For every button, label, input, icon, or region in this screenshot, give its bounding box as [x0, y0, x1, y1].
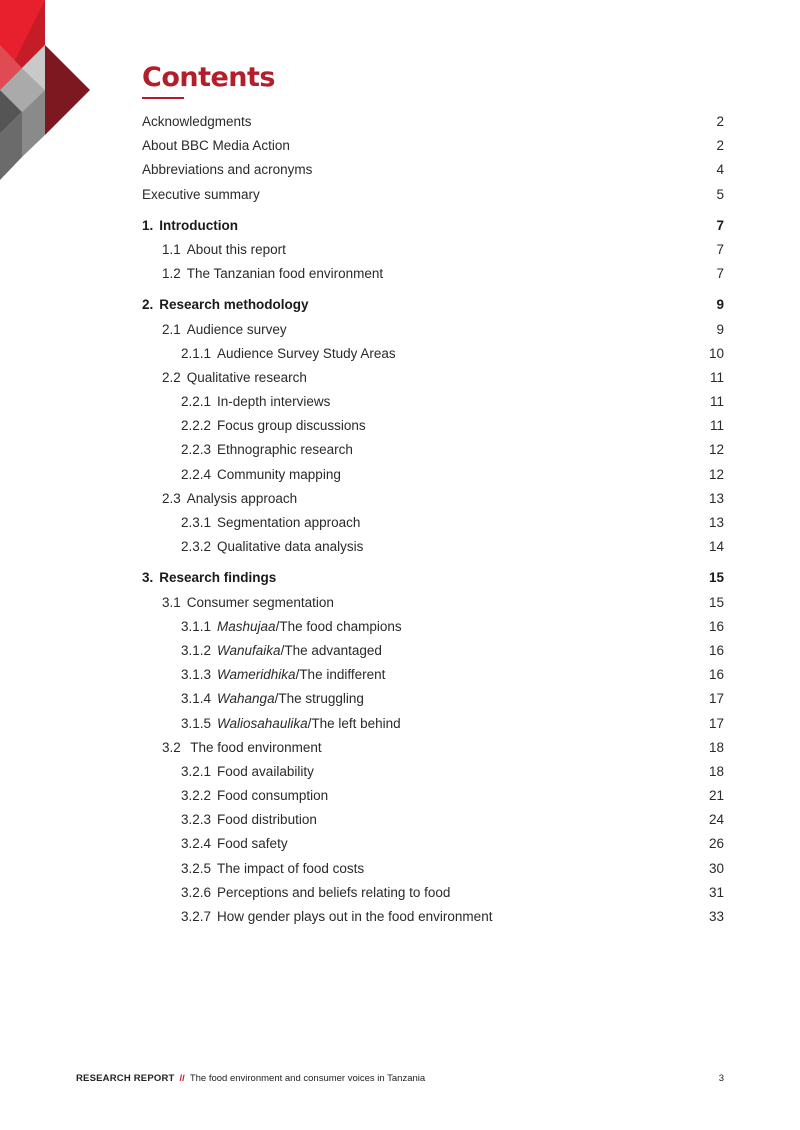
- toc-entry-page: 7: [716, 217, 724, 233]
- toc-entry-page: 4: [716, 162, 724, 178]
- toc-entry-text: The food environment: [186, 739, 322, 755]
- toc-entry[interactable]: [142, 716, 724, 740]
- toc-entry[interactable]: [142, 788, 724, 812]
- toc-entry[interactable]: [142, 836, 724, 860]
- toc-entry-title: [142, 162, 312, 177]
- toc-entry[interactable]: [142, 515, 724, 539]
- toc-entry-number: 3.2.6: [181, 884, 212, 900]
- toc-entry-number: 2.3.2: [181, 539, 212, 555]
- toc-entry-title: [181, 836, 288, 851]
- toc-entry[interactable]: [142, 619, 724, 643]
- toc-entry[interactable]: [142, 812, 724, 836]
- toc-entry-number: 3.1.2: [181, 642, 212, 658]
- toc-entry-page: 15: [708, 570, 724, 586]
- toc-entry-title: [181, 691, 364, 706]
- toc-entry-text: Consumer segmentation: [186, 594, 334, 610]
- toc-entry-text: Focus group discussions: [217, 418, 366, 434]
- toc-entry-number: 2.3.1: [181, 515, 212, 530]
- footer-report-label: RESEARCH REPORT: [76, 1073, 175, 1084]
- toc-entry-page: 26: [708, 836, 724, 852]
- toc-entry-swahili-term: Wahanga: [217, 691, 275, 707]
- toc-entry-title: [162, 322, 287, 337]
- toc-entry-title: [162, 491, 297, 506]
- toc-entry-text: Qualitative research: [186, 369, 307, 385]
- toc-entry-number: 1.2: [162, 266, 181, 282]
- toc-entry[interactable]: [142, 764, 724, 788]
- toc-entry-title: [181, 418, 366, 433]
- toc-entry-number: 2.2.4: [181, 466, 212, 482]
- toc-entry[interactable]: [142, 740, 724, 764]
- toc-entry[interactable]: [142, 861, 724, 885]
- toc-entry-page: 2: [716, 114, 724, 129]
- table-of-contents: [142, 114, 724, 933]
- toc-entry[interactable]: [142, 691, 724, 715]
- toc-entry-title: [181, 442, 353, 457]
- toc-entry-page: 15: [708, 594, 724, 610]
- toc-entry-page: 16: [708, 667, 724, 683]
- toc-entry-text: Food availability: [217, 763, 314, 779]
- toc-entry-text: About BBC Media Action: [142, 138, 290, 154]
- toc-entry-number: 3.2.3: [181, 812, 212, 828]
- toc-entry-swahili-term: Waliosahaulika: [217, 715, 308, 731]
- toc-entry-title: [181, 394, 330, 409]
- toc-entry[interactable]: [142, 595, 724, 619]
- toc-entry[interactable]: [142, 138, 724, 162]
- toc-entry-text: Audience survey: [186, 321, 287, 337]
- toc-entry-text: Food consumption: [217, 788, 329, 804]
- toc-entry-text: Food safety: [217, 836, 288, 852]
- toc-entry-page: 12: [708, 442, 724, 458]
- toc-entry[interactable]: [142, 491, 724, 515]
- toc-entry-text: Qualitative data analysis: [217, 539, 364, 555]
- toc-entry-title: [181, 909, 492, 924]
- toc-entry-page: 31: [708, 884, 724, 900]
- toc-entry-text: Acknowledgments: [142, 114, 252, 129]
- toc-entry-title: [142, 138, 290, 153]
- toc-entry[interactable]: [142, 467, 724, 491]
- toc-entry-number: 1.: [142, 217, 154, 233]
- toc-entry-page: 5: [716, 186, 724, 202]
- toc-entry-number: 2.2: [162, 369, 181, 385]
- toc-entry-number: 2.2.2: [181, 418, 212, 434]
- toc-entry-page: 7: [716, 241, 724, 257]
- toc-entry-number: 3.2.1: [181, 763, 212, 779]
- corner-decoration-graphic: [0, 0, 92, 182]
- toc-entry-title: [162, 370, 307, 385]
- toc-entry[interactable]: [142, 187, 724, 211]
- toc-entry-title: [162, 266, 383, 281]
- toc-entry-title: [181, 467, 341, 482]
- toc-entry-title: [142, 114, 252, 129]
- toc-entry-text: Food distribution: [217, 812, 317, 828]
- toc-entry-page: 30: [708, 860, 724, 876]
- toc-entry-text: /The left behind: [307, 715, 401, 731]
- toc-entry-number: 3.2.2: [181, 788, 212, 804]
- toc-entry[interactable]: [142, 442, 724, 466]
- toc-entry-page: 18: [708, 763, 724, 779]
- toc-entry-text: Perceptions and beliefs relating to food: [217, 884, 451, 900]
- toc-entry-page: 2: [716, 138, 724, 154]
- toc-entry-title: [181, 643, 382, 658]
- toc-entry-number: 2.2.3: [181, 442, 212, 458]
- toc-entry-text: /The advantaged: [280, 642, 382, 658]
- toc-entry-text: Audience Survey Study Areas: [217, 345, 396, 361]
- toc-entry-title: [181, 539, 363, 554]
- footer-report-subtitle: The food environment and consumer voices in Tanzania: [189, 1073, 426, 1084]
- toc-entry[interactable]: [142, 162, 724, 186]
- toc-entry-number: 2.1.1: [181, 345, 212, 361]
- toc-entry-text: How gender plays out in the food environment: [217, 909, 493, 924]
- toc-entry[interactable]: [142, 539, 724, 563]
- toc-entry-text: Research methodology: [159, 297, 309, 313]
- toc-entry[interactable]: [142, 218, 724, 242]
- toc-entry-text: /The struggling: [274, 691, 364, 707]
- toc-entry[interactable]: [142, 570, 724, 594]
- toc-entry[interactable]: [142, 667, 724, 691]
- toc-entry-number: 3.1: [162, 594, 181, 610]
- toc-entry-text: /The food champions: [275, 618, 402, 634]
- footer-separator: //: [179, 1073, 185, 1084]
- toc-entry-title: [181, 667, 385, 682]
- toc-entry-number: 3.1.1: [181, 618, 212, 634]
- toc-entry-title: [181, 861, 364, 876]
- toc-entry-page: 33: [708, 909, 724, 924]
- toc-entry-text: The impact of food costs: [217, 860, 365, 876]
- footer-running-title: [76, 1073, 425, 1084]
- toc-entry-title: [181, 788, 328, 803]
- toc-entry-title: [181, 619, 402, 634]
- toc-entry[interactable]: [142, 885, 724, 909]
- toc-entry-text: In-depth interviews: [217, 394, 331, 410]
- toc-entry-page: 10: [708, 345, 724, 361]
- toc-entry-page: 7: [716, 266, 724, 282]
- toc-entry-title: [162, 242, 286, 257]
- toc-entry[interactable]: [142, 346, 724, 370]
- page-title: Contents: [142, 62, 276, 93]
- toc-entry-number: 3.2.7: [181, 909, 212, 924]
- toc-entry-page: 17: [708, 715, 724, 731]
- toc-entry-text: Research findings: [159, 570, 277, 586]
- toc-entry[interactable]: [142, 322, 724, 346]
- toc-entry-title: [142, 187, 260, 202]
- toc-entry-page: 13: [708, 515, 724, 530]
- toc-entry-title: [162, 740, 322, 755]
- toc-entry-text: Abbreviations and acronyms: [142, 162, 313, 178]
- toc-entry-title: [181, 346, 396, 361]
- title-underline: [142, 97, 184, 99]
- toc-entry-page: 16: [708, 642, 724, 658]
- toc-entry[interactable]: [142, 394, 724, 418]
- toc-entry-swahili-term: Mashujaa: [217, 618, 276, 634]
- toc-entry[interactable]: [142, 242, 724, 266]
- toc-entry[interactable]: [142, 643, 724, 667]
- toc-entry-page: 14: [708, 539, 724, 555]
- toc-entry-number: 1.1: [162, 241, 181, 257]
- toc-entry-number: 3.2.5: [181, 860, 212, 876]
- toc-entry-title: [142, 218, 238, 233]
- toc-entry-title: [181, 716, 401, 731]
- toc-entry-number: 2.2.1: [181, 394, 212, 410]
- toc-entry-number: 3.2.4: [181, 836, 212, 852]
- toc-entry[interactable]: [142, 297, 724, 321]
- toc-entry-number: 2.: [142, 297, 154, 313]
- toc-entry-number: 2.3: [162, 490, 181, 506]
- toc-entry-swahili-term: Wanufaika: [217, 642, 281, 658]
- toc-entry-page: 24: [708, 812, 724, 828]
- toc-entry-text: Executive summary: [142, 186, 260, 202]
- toc-entry-page: 13: [708, 490, 724, 506]
- toc-entry-text: Community mapping: [217, 466, 341, 482]
- footer-page-number: 3: [718, 1073, 724, 1084]
- toc-entry-page: 12: [708, 466, 724, 482]
- toc-entry[interactable]: [142, 909, 724, 933]
- toc-entry-text: Ethnographic research: [217, 442, 353, 458]
- toc-entry-title: [142, 570, 276, 585]
- toc-entry-page: 18: [708, 739, 724, 755]
- toc-entry-page: 21: [708, 788, 724, 804]
- toc-entry-text: /The indifferent: [295, 667, 386, 683]
- toc-entry-title: [181, 515, 360, 530]
- toc-entry-text: The Tanzanian food environment: [186, 266, 384, 282]
- toc-entry-page: 16: [708, 618, 724, 634]
- toc-entry[interactable]: [142, 114, 724, 138]
- toc-entry-page: 11: [709, 369, 724, 385]
- toc-entry-title: [181, 812, 317, 827]
- toc-entry-number: 3.: [142, 570, 154, 586]
- toc-entry-number: 3.1.3: [181, 667, 212, 683]
- toc-entry-title: [181, 885, 450, 900]
- toc-entry-text: Analysis approach: [186, 490, 298, 506]
- toc-entry-number: 2.1: [162, 321, 181, 337]
- toc-entry-number: 3.1.4: [181, 691, 212, 707]
- toc-entry-swahili-term: Wameridhika: [217, 667, 296, 683]
- toc-entry-text: About this report: [186, 241, 286, 257]
- toc-entry-text: Introduction: [159, 217, 238, 233]
- toc-entry[interactable]: [142, 266, 724, 290]
- toc-entry[interactable]: [142, 370, 724, 394]
- toc-entry-number: 3.2: [162, 739, 181, 755]
- toc-entry-page: 9: [716, 321, 724, 337]
- toc-entry-page: 9: [716, 297, 724, 313]
- toc-entry-title: [162, 595, 334, 610]
- toc-entry-page: 17: [708, 691, 724, 707]
- toc-entry-page: 11: [709, 418, 724, 434]
- toc-entry-page: 11: [709, 394, 724, 410]
- toc-entry-text: Segmentation approach: [217, 515, 361, 530]
- toc-entry-number: 3.1.5: [181, 715, 212, 731]
- toc-entry-title: [181, 764, 314, 779]
- toc-entry[interactable]: [142, 418, 724, 442]
- toc-entry-title: [142, 297, 309, 312]
- page-footer: [76, 1073, 724, 1084]
